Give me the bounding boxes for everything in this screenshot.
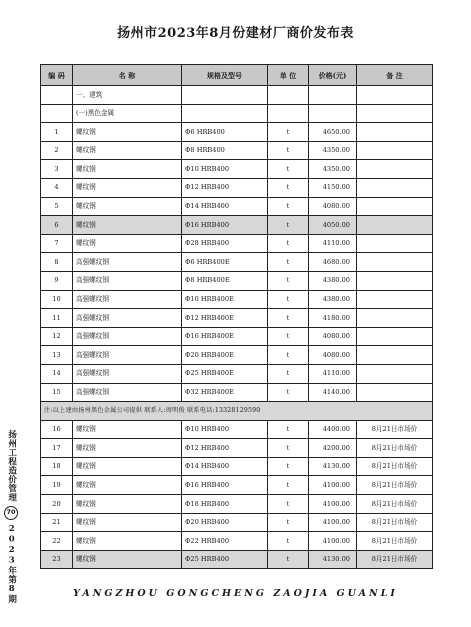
cell-name: 高强螺纹钢 <box>73 383 182 402</box>
table-row <box>41 234 433 253</box>
cell-name: 螺纹钢 <box>73 123 182 142</box>
cell-unit: t <box>268 290 309 309</box>
cell-code: 1 <box>41 123 73 142</box>
cell-price: 4110.00 <box>309 364 357 383</box>
cell-unit: t <box>268 364 309 383</box>
cell-code: 16 <box>41 420 73 439</box>
col-header-spec: 规格及型号 <box>182 65 268 86</box>
cell-price: 4400.00 <box>309 420 357 439</box>
cell-spec: Φ32 HRB400E <box>182 383 268 402</box>
cell-code: 12 <box>41 327 73 346</box>
cell-spec: Φ14 HRB400 <box>182 457 268 476</box>
cell-spec: Φ28 HRB400 <box>182 234 268 253</box>
table-header-row <box>41 65 433 86</box>
cell-remark <box>357 253 433 272</box>
cell-spec: Φ10 HRB400E <box>182 290 268 309</box>
cell-name: 高强螺纹钢 <box>73 309 182 328</box>
cell-remark <box>357 160 433 179</box>
cell-remark <box>357 234 433 253</box>
cell-remark <box>357 383 433 402</box>
cell-spec: Φ6 HRB400 <box>182 123 268 142</box>
cell-price: 4350.00 <box>309 141 357 160</box>
cell-spec: Φ22 HRB400 <box>182 532 268 551</box>
cell-price: 4350.00 <box>309 160 357 179</box>
cell-remark <box>357 290 433 309</box>
side-caption <box>4 430 18 610</box>
cell-spec: Φ10 HRB400 <box>182 160 268 179</box>
cell-price: 4380.00 <box>309 290 357 309</box>
cell-unit: t <box>268 439 309 458</box>
cell-code: 11 <box>41 309 73 328</box>
cell-name: 高强螺纹钢 <box>73 346 182 365</box>
cell-code: 21 <box>41 513 73 532</box>
table-row <box>41 197 433 216</box>
cell-code: 9 <box>41 271 73 290</box>
cell-name: 螺纹钢 <box>73 141 182 160</box>
cell-spec: Φ12 HRB400E <box>182 309 268 328</box>
cell-remark <box>357 271 433 290</box>
cell-name: 螺纹钢 <box>73 197 182 216</box>
cell-remark: 8月21日市场价 <box>357 513 433 532</box>
cell-unit: t <box>268 513 309 532</box>
cell-price: 4140.00 <box>309 383 357 402</box>
cell-price: 4100.00 <box>309 495 357 514</box>
col-header-remark: 备 注 <box>357 65 433 86</box>
table-row <box>41 476 433 495</box>
cell-code: 13 <box>41 346 73 365</box>
cell-remark <box>357 346 433 365</box>
cell-unit: t <box>268 327 309 346</box>
cell-unit: t <box>268 123 309 142</box>
cell-spec: Φ16 HRB400 <box>182 216 268 235</box>
cell-code: 17 <box>41 439 73 458</box>
table-row <box>41 383 433 402</box>
cell-unit: t <box>268 383 309 402</box>
cell-remark: 8月21日市场价 <box>357 420 433 439</box>
cell-remark <box>357 364 433 383</box>
price-table-container <box>40 64 432 569</box>
cell-spec: Φ20 HRB400E <box>182 346 268 365</box>
cell-remark <box>357 327 433 346</box>
subsection-row <box>41 104 433 123</box>
cell-price: 4130.00 <box>309 457 357 476</box>
col-header-name: 名 称 <box>73 65 182 86</box>
cell-price: 4050.00 <box>309 216 357 235</box>
cell-name: 螺纹钢 <box>73 513 182 532</box>
footer-journal-pinyin: YANGZHOU GONGCHENG ZAOJIA GUANLI <box>73 588 398 599</box>
table-row <box>41 141 433 160</box>
cell-unit: t <box>268 346 309 365</box>
cell-code: 15 <box>41 383 73 402</box>
cell-price: 4680.00 <box>309 253 357 272</box>
cell-unit: t <box>268 271 309 290</box>
cell-remark <box>357 197 433 216</box>
supplier-note: 注:以上建由扬州黑色金属公司提供 联系人:周明俊 联系电话:13328129590 <box>41 402 433 421</box>
journal-name: 扬州工程造价管理 <box>6 430 17 502</box>
cell-price: 4200.00 <box>309 439 357 458</box>
cell-code: 3 <box>41 160 73 179</box>
cell-name: 高强螺纹钢 <box>73 364 182 383</box>
cell-unit: t <box>268 550 309 569</box>
cell-price: 4100.00 <box>309 513 357 532</box>
table-row <box>41 271 433 290</box>
cell-unit: t <box>268 178 309 197</box>
cell-name: 螺纹钢 <box>73 550 182 569</box>
cell-price: 4380.00 <box>309 271 357 290</box>
cell-price: 4130.00 <box>309 550 357 569</box>
cell-unit: t <box>268 495 309 514</box>
cell-remark <box>357 216 433 235</box>
cell-spec: Φ12 HRB400 <box>182 439 268 458</box>
col-header-price: 价格(元) <box>309 65 357 86</box>
cell-remark: 8月21日市场价 <box>357 476 433 495</box>
cell-name: 高强螺纹钢 <box>73 290 182 309</box>
cell-name: 螺纹钢 <box>73 476 182 495</box>
cell-unit: t <box>268 216 309 235</box>
table-row <box>41 290 433 309</box>
cell-unit: t <box>268 420 309 439</box>
cell-unit: t <box>268 532 309 551</box>
cell-code: 22 <box>41 532 73 551</box>
cell-name: 高强螺纹钢 <box>73 271 182 290</box>
page-number: 70 <box>4 506 18 520</box>
cell-price: 4080.00 <box>309 346 357 365</box>
cell-code: 4 <box>41 178 73 197</box>
table-row <box>41 495 433 514</box>
cell-spec: Φ8 HRB400 <box>182 141 268 160</box>
cell-remark: 8月21日市场价 <box>357 439 433 458</box>
table-row <box>41 532 433 551</box>
section-row <box>41 86 433 105</box>
cell-price: 4110.00 <box>309 234 357 253</box>
cell-unit: t <box>268 253 309 272</box>
issue-label: 2023年第8期 <box>6 524 17 604</box>
cell-spec: Φ12 HRB400 <box>182 178 268 197</box>
cell-spec: Φ25 HRB400E <box>182 364 268 383</box>
cell-remark <box>357 178 433 197</box>
page-title: 扬州市2023年8月份建材厂商价发布表 <box>117 26 354 41</box>
cell-remark <box>357 309 433 328</box>
table-row <box>41 216 433 235</box>
cell-code: 8 <box>41 253 73 272</box>
cell-remark <box>357 123 433 142</box>
table-row <box>41 253 433 272</box>
cell-unit: t <box>268 476 309 495</box>
table-row <box>41 178 433 197</box>
cell-code: 18 <box>41 457 73 476</box>
cell-code: 7 <box>41 234 73 253</box>
table-row <box>41 327 433 346</box>
cell-name: 螺纹钢 <box>73 420 182 439</box>
cell-code: 5 <box>41 197 73 216</box>
cell-code: 6 <box>41 216 73 235</box>
cell-name: 螺纹钢 <box>73 532 182 551</box>
table-row <box>41 346 433 365</box>
cell-remark: 8月21日市场价 <box>357 532 433 551</box>
cell-price: 4080.00 <box>309 327 357 346</box>
cell-remark: 8月21日市场价 <box>357 457 433 476</box>
cell-spec: Φ6 HRB400E <box>182 253 268 272</box>
cell-price: 4180.00 <box>309 309 357 328</box>
table-row <box>41 513 433 532</box>
cell-remark: 8月21日市场价 <box>357 550 433 569</box>
cell-code: 2 <box>41 141 73 160</box>
cell-unit: t <box>268 309 309 328</box>
cell-spec: Φ25 HRB400 <box>182 550 268 569</box>
cell-price: 4100.00 <box>309 476 357 495</box>
subsection-title: (一)黑色金属 <box>73 104 182 123</box>
cell-spec: Φ18 HRB400 <box>182 495 268 514</box>
cell-code: 23 <box>41 550 73 569</box>
price-table <box>40 64 433 569</box>
cell-name: 螺纹钢 <box>73 457 182 476</box>
section-title: 一、建筑 <box>73 86 182 105</box>
cell-price: 4650.00 <box>309 123 357 142</box>
cell-code: 10 <box>41 290 73 309</box>
note-row <box>41 402 433 421</box>
cell-spec: Φ20 HRB400 <box>182 513 268 532</box>
cell-remark <box>357 141 433 160</box>
cell-unit: t <box>268 197 309 216</box>
cell-name: 螺纹钢 <box>73 160 182 179</box>
cell-remark: 8月21日市场价 <box>357 495 433 514</box>
table-row <box>41 364 433 383</box>
cell-price: 4100.00 <box>309 532 357 551</box>
cell-price: 4080.00 <box>309 197 357 216</box>
col-header-unit: 单 位 <box>268 65 309 86</box>
cell-unit: t <box>268 457 309 476</box>
col-header-code: 编 码 <box>41 65 73 86</box>
cell-code: 20 <box>41 495 73 514</box>
table-row <box>41 123 433 142</box>
cell-spec: Φ16 HRB400 <box>182 476 268 495</box>
table-row <box>41 160 433 179</box>
cell-name: 螺纹钢 <box>73 495 182 514</box>
cell-code: 19 <box>41 476 73 495</box>
cell-unit: t <box>268 234 309 253</box>
table-row <box>41 309 433 328</box>
cell-price: 4150.00 <box>309 178 357 197</box>
cell-name: 螺纹钢 <box>73 178 182 197</box>
table-row <box>41 439 433 458</box>
cell-code: 14 <box>41 364 73 383</box>
table-row <box>41 420 433 439</box>
cell-spec: Φ10 HRB400 <box>182 420 268 439</box>
cell-unit: t <box>268 160 309 179</box>
cell-name: 高强螺纹钢 <box>73 327 182 346</box>
table-row <box>41 550 433 569</box>
table-row <box>41 457 433 476</box>
cell-spec: Φ14 HRB400 <box>182 197 268 216</box>
cell-name: 螺纹钢 <box>73 439 182 458</box>
cell-spec: Φ8 HRB400E <box>182 271 268 290</box>
cell-name: 高强螺纹钢 <box>73 253 182 272</box>
cell-name: 螺纹钢 <box>73 234 182 253</box>
cell-name: 螺纹钢 <box>73 216 182 235</box>
cell-unit: t <box>268 141 309 160</box>
cell-spec: Φ16 HRB400E <box>182 327 268 346</box>
